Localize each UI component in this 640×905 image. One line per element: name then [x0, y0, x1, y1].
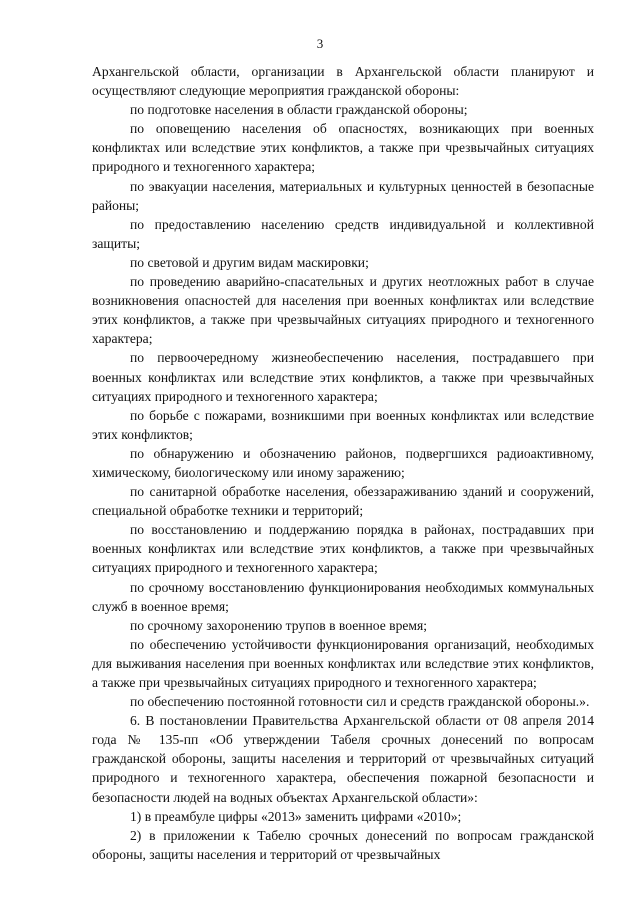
- paragraph: Архангельской области, организации в Архангельской области планируют и осуществляют следующие мероприятия гражданской обороны:: [92, 64, 594, 99]
- paragraph: по обеспечению постоянной готовности сил и средств гражданской обороны.».: [130, 694, 590, 710]
- paragraph: 2) в приложении к Табелю срочных донесений по вопросам гражданской обороны, защиты населения и территорий от чрезвычайных: [92, 827, 594, 862]
- paragraph: по обнаружению и обозначению районов, подвергшихся радиоактивному, химическому, биологическому или иному заражению;: [92, 445, 594, 480]
- paragraph: 1) в преамбуле цифры «2013» заменить цифрами «2010»;: [130, 808, 462, 824]
- page-number: 3: [316, 36, 324, 51]
- paragraph: по проведению аварийно-спасательных и других неотложных работ в случае возникновения опасностей для населения при военных конфликтах или вследствие этих конфликтов, а также при чрезвычайных ситуациях природного и техногенного характера;: [92, 274, 594, 347]
- paragraph: по эвакуации населения, материальных и культурных ценностей в безопасные районы;: [92, 178, 594, 213]
- paragraph: по первоочередному жизнеобеспечению населения, пострадавшего при военных конфликтах или вследствие этих конфликтов, а также при чрезвычайных ситуациях природного и техногенного характера;: [92, 350, 594, 404]
- paragraph: по борьбе с пожарами, возникшими при военных конфликтах или вследствие этих конфликтов;: [92, 407, 594, 442]
- paragraph: по подготовке населения в области гражданской обороны;: [130, 102, 468, 118]
- paragraph: 6. В постановлении Правительства Архангельской области от 08 апреля 2014 года № 135-пп «Об утверждении Табеля срочных донесений по вопросам гражданской обороны, защиты населения и территорий от чрезвычайных ситуаций природного и техногенного характера, обеспечения пожарной безопасности и безопасности людей на водных объектах Архангельской области»:: [92, 713, 594, 805]
- paragraph: по предоставлению населению средств индивидуальной и коллективной защиты;: [92, 216, 594, 251]
- paragraph: по оповещению населения об опасностях, возникающих при военных конфликтах или вследствие этих конфликтов, а также при чрезвычайных ситуациях природного и техногенного характера;: [92, 121, 594, 175]
- paragraph: по срочному восстановлению функционирования необходимых коммунальных служб в военное время;: [92, 579, 594, 614]
- paragraph: по обеспечению устойчивости функционирования организаций, необходимых для выживания населения при военных конфликтах или вследствие этих конфликтов, а также при чрезвычайных ситуациях природного и техногенного характера;: [92, 636, 594, 690]
- document-body: [92, 62, 594, 864]
- paragraph: по восстановлению и поддержанию порядка в районах, пострадавших при военных конфликтах или вследствие этих конфликтов, а также при чрезвычайных ситуациях природного и техногенного характера;: [92, 522, 594, 576]
- paragraph: по срочному захоронению трупов в военное время;: [130, 617, 428, 633]
- paragraph: по санитарной обработке населения, обеззараживанию зданий и сооружений, специальной обработке техники и территорий;: [92, 484, 594, 519]
- paragraph: по световой и другим видам маскировки;: [130, 254, 369, 270]
